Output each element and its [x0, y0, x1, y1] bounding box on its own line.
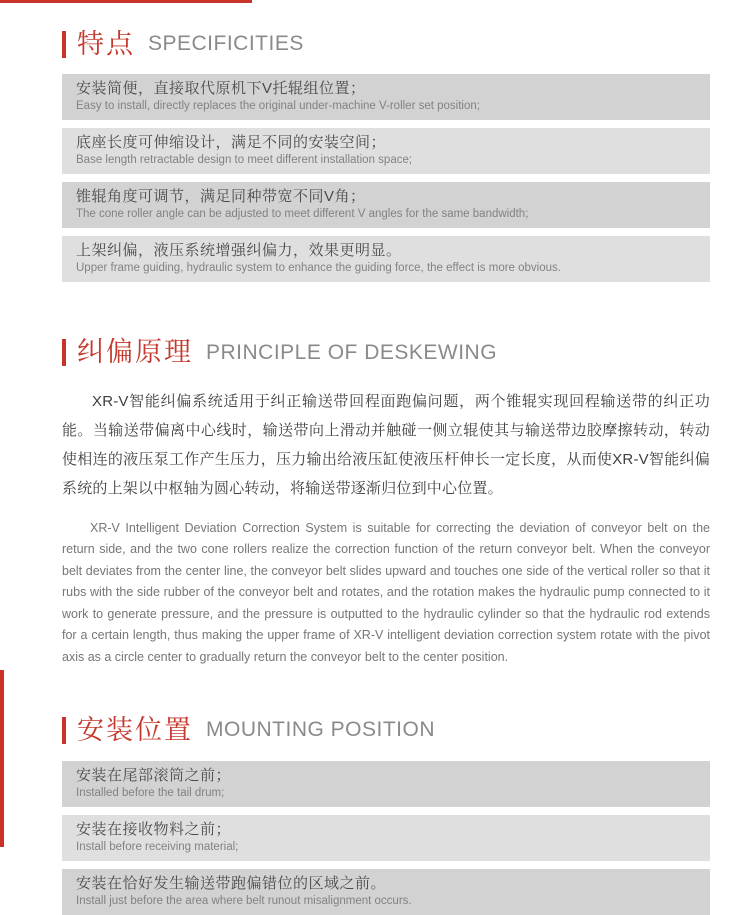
mounting-text-zh: 安装在接收物料之前； [76, 820, 232, 838]
principle-paragraph-zh: XR-V智能纠偏系统适用于纠正输送带回程面跑偏问题，两个锥辊实现回程输送带的纠正功能。当输送带偏离中心线时，输送带向上滑动并触碰一侧立辊使其与输送带边胶摩擦转动，转动使相连的液压泵工作产生压力，压力输出给液压缸使液压杆伸长一定长度，从而使XR-V智能纠偏系统的上架以中枢轴为圆心转动，将输送带逐渐归位到中心位置。 [62, 392, 710, 497]
page-content [62, 0, 710, 915]
feature-text-zh: 锥辊角度可调节，满足同种带宽不同V角； [76, 188, 366, 206]
feature-item [62, 128, 710, 174]
feature-list [62, 74, 710, 282]
mounting-item [62, 761, 710, 807]
left-accent-line [0, 670, 4, 847]
mounting-item [62, 869, 710, 915]
feature-item [62, 236, 710, 282]
section-title-en: PRINCIPLE OF DESKEWING [206, 340, 498, 364]
section-specificities-header [62, 28, 710, 60]
section-title-en: MOUNTING POSITION [206, 718, 435, 742]
mounting-item [62, 815, 710, 861]
mounting-text-en: Installed before the tail drum; [76, 786, 225, 799]
section-principle-of-deskewing [62, 336, 710, 668]
feature-text-en: Upper frame guiding, hydraulic system to enhance the guiding force, the effect is more obvious. [76, 262, 561, 275]
section-mounting-header [62, 714, 710, 746]
section-principle-header [62, 336, 710, 368]
section-title-en: SPECIFICITIES [148, 32, 304, 56]
heading-accent-bar [62, 717, 66, 744]
heading-accent-bar [62, 339, 66, 366]
feature-text-en: The cone roller angle can be adjusted to meet different V angles for the same bandwidth; [76, 208, 529, 221]
principle-paragraph-en: XR-V Intelligent Deviation Correction System is suitable for correcting the deviation of conveyor belt on the return side, and the two cone rollers realize the correction function of the return conveyor belt. When the conveyor belt deviates from the center line, the conveyor belt slides upward and touches one side of the vertical roller so that it rubs with the side rubber of the conveyor belt and rotates, and the rotation makes the hydraulic pump connected to it work to generate pressure, and the pressure is outputted to the hydraulic cylinder so that the hydraulic rod extends for a certain length, thus making the upper frame of XR-V intelligent deviation correction system rotate with the pivot axis as a circle center to gradually return the conveyor belt to the center position. [62, 520, 710, 664]
mounting-text-en: Install before receiving material; [76, 840, 239, 853]
feature-item [62, 74, 710, 120]
feature-text-zh: 底座长度可伸缩设计，满足不同的安装空间； [76, 134, 387, 152]
feature-item [62, 182, 710, 228]
top-accent-line [0, 0, 252, 3]
mounting-list [62, 761, 710, 915]
feature-text-en: Base length retractable design to meet different installation space; [76, 154, 413, 167]
feature-text-zh: 上架纠偏，液压系统增强纠偏力，效果更明显。 [76, 242, 402, 260]
section-specificities [62, 0, 710, 282]
section-title-zh: 特点 [77, 29, 135, 59]
mounting-text-zh: 安装在恰好发生输送带跑偏错位的区域之前。 [76, 874, 387, 892]
heading-accent-bar [62, 31, 66, 58]
mounting-text-zh: 安装在尾部滚筒之前； [76, 766, 232, 784]
feature-text-en: Easy to install, directly replaces the original under-machine V-roller set position; [76, 100, 480, 113]
feature-text-zh: 安装简便，直接取代原机下V托辊组位置； [76, 80, 366, 98]
section-title-zh: 安装位置 [77, 715, 193, 746]
section-title-zh: 纠偏原理 [77, 337, 193, 368]
section-mounting-position [62, 714, 710, 914]
mounting-text-en: Install just before the area where belt runout misalignment occurs. [76, 894, 412, 907]
